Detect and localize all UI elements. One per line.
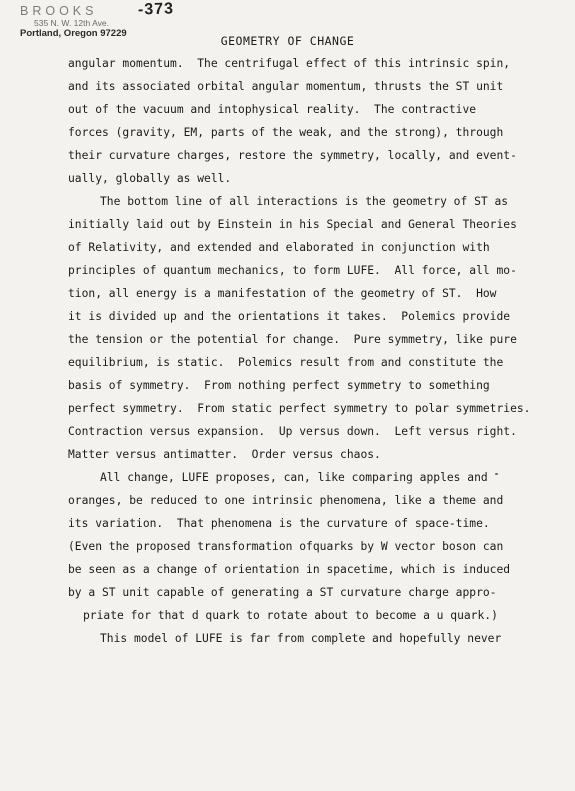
text-line: be seen as a change of orientation in spacetime, which is induced bbox=[68, 563, 511, 576]
stamp-street: 535 N. W. 12th Ave. bbox=[34, 18, 109, 28]
text-line: oranges, be reduced to one intrinsic phenomena, like a theme and bbox=[68, 494, 504, 507]
text-line: Contraction versus expansion. Up versus down. Left versus right. bbox=[68, 425, 517, 438]
text-line: (Even the proposed transformation ofquarks by W vector boson can bbox=[68, 540, 504, 553]
text-line: of Relativity, and extended and elaborated in conjunction with bbox=[68, 241, 490, 254]
text-line: The bottom line of all interactions is the geometry of ST as bbox=[100, 195, 509, 208]
text-line: their curvature charges, restore the symmetry, locally, and event- bbox=[68, 149, 517, 162]
text-line: out of the vacuum and intophysical reality. The contractive bbox=[68, 103, 477, 116]
text-line: priate for that d quark to rotate about to become a u quark.) bbox=[83, 609, 498, 622]
text-line: perfect symmetry. From static perfect symmetry to polar symmetries. bbox=[68, 402, 531, 415]
text-line: ually, globally as well. bbox=[68, 172, 232, 185]
document-title: GEOMETRY OF CHANGE bbox=[220, 34, 355, 48]
text-line: basis of symmetry. From nothing perfect symmetry to something bbox=[68, 379, 490, 392]
text-line: initially laid out by Einstein in his Special and General Theories bbox=[68, 218, 517, 231]
text-line: principles of quantum mechanics, to form LUFE. All force, all mo- bbox=[68, 264, 517, 277]
text-line: it is divided up and the orientations it takes. Polemics provide bbox=[68, 310, 511, 323]
text-line: angular momentum. The centrifugal effect of this intrinsic spin, bbox=[68, 57, 511, 70]
handwritten-page-number: -373 bbox=[137, 0, 175, 19]
text-line: This model of LUFE is far from complete and hopefully never bbox=[100, 632, 502, 645]
stamp-name: BROOKS bbox=[20, 4, 98, 18]
text-line: tion, all energy is a manifestation of the geometry of ST. How bbox=[68, 287, 497, 300]
paper-speck bbox=[495, 473, 498, 475]
text-line: its variation. That phenomena is the curvature of space-time. bbox=[68, 517, 490, 530]
text-line: forces (gravity, EM, parts of the weak, and the strong), through bbox=[68, 126, 504, 139]
text-line: equilibrium, is static. Polemics result from and constitute the bbox=[68, 356, 504, 369]
text-line: and its associated orbital angular momentum, thrusts the ST unit bbox=[68, 80, 504, 93]
text-line: by a ST unit capable of generating a ST curvature charge appro- bbox=[68, 586, 497, 599]
text-line: Matter versus antimatter. Order versus chaos. bbox=[68, 448, 381, 461]
text-line: All change, LUFE proposes, can, like comparing apples and bbox=[100, 471, 488, 484]
text-line: the tension or the potential for change. Pure symmetry, like pure bbox=[68, 333, 517, 346]
stamp-city: Portland, Oregon 97229 bbox=[20, 28, 127, 39]
